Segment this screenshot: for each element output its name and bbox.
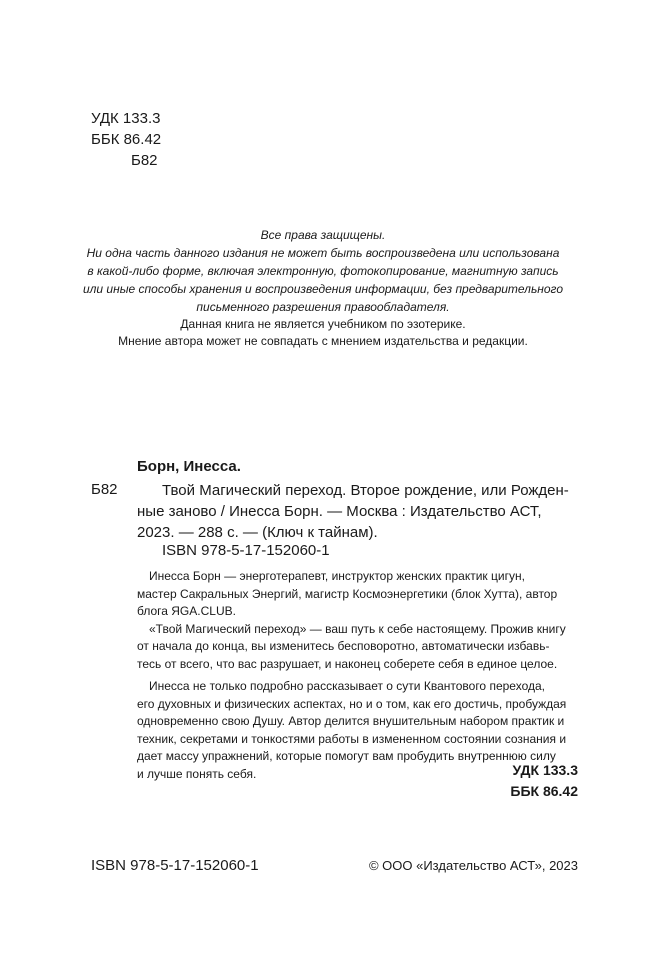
bib-line: 2023. — 288 с. — (Ключ к тайнам). — [137, 524, 378, 541]
disclaimer-line: Данная книга не является учебником по эзотерике. — [180, 317, 466, 331]
rights-line: Все права защищены. — [260, 228, 386, 242]
rights-notice — [60, 226, 586, 316]
annotation-line: блога ЯGA.CLUB. — [137, 604, 236, 618]
annotation — [137, 568, 577, 783]
disclaimer — [60, 316, 586, 350]
bib-author-mark: Б82 — [91, 481, 118, 498]
annotation-line: и лучше понять себя. — [137, 766, 257, 781]
annotation-line: одновременно свою Душу. Автор делится внушительным набором практик и — [137, 714, 565, 728]
author-mark: Б82 — [131, 152, 158, 169]
annotation-line: от начала до конца, вы изменитесь бесповоротно, автоматически избавь- — [137, 639, 550, 653]
annotation-line: тесь от всего, что вас разрушает, и наконец соберете себя в единое целое. — [137, 656, 558, 671]
udk-code: УДК 133.3 — [91, 110, 161, 127]
annotation-line: Инесса Борн — энерготерапевт, инструктор женских практик цигун, — [149, 569, 525, 583]
bib-isbn: ISBN 978-5-17-152060-1 — [162, 542, 330, 559]
footer-isbn: ISBN 978-5-17-152060-1 — [91, 857, 259, 874]
bbk-code: ББК 86.42 — [91, 131, 162, 148]
bib-author: Борн, Инесса. — [137, 458, 241, 475]
rights-line: письменного разрешения правообладателя. — [196, 300, 450, 314]
annotation-line: «Твой Магический переход» — ваш путь к себе настоящему. Прожив книгу — [149, 621, 566, 636]
rights-line: в какой-либо форме, включая электронную, фотокопирование, магнитную запись — [87, 264, 559, 278]
annotation-line: мастер Сакральных Энергий, магистр Космоэнергетики (блок Хутта), автор — [137, 586, 558, 601]
bib-description — [137, 480, 577, 543]
rights-line: Ни одна часть данного издания не может быть воспроизведена или использована — [86, 246, 560, 260]
copyright: © ООО «Издательство АСТ», 2023 — [368, 858, 578, 873]
annotation-line: его духовных и физических аспектах, но и о том, как его достичь, пробуждая — [137, 696, 567, 711]
bib-line: Твой Магический переход. Второе рождение, или Рожден- — [162, 482, 569, 499]
disclaimer-line: Мнение автора может не совпадать с мнением издательства и редакции. — [118, 334, 528, 348]
bbk-code-bottom: ББК 86.42 — [510, 783, 578, 799]
annotation-line: дает массу упражнений, которые помогут вам пробудить внутреннюю силу — [137, 749, 556, 763]
annotation-line: Инесса не только подробно рассказывает о сути Квантового перехода, — [149, 679, 545, 693]
rights-line: или иные способы хранения и воспроизведения информации, без предварительного — [82, 282, 563, 296]
bib-line: ные заново / Инесса Борн. — Москва : Издательство АСТ, — [137, 503, 542, 520]
annotation-line: техник, секретами и тонкостями работы в измененном состоянии сознания и — [137, 731, 567, 746]
classification-block-top — [91, 108, 161, 171]
udk-code-bottom: УДК 133.3 — [512, 762, 578, 778]
classification-block-bottom — [510, 760, 578, 802]
